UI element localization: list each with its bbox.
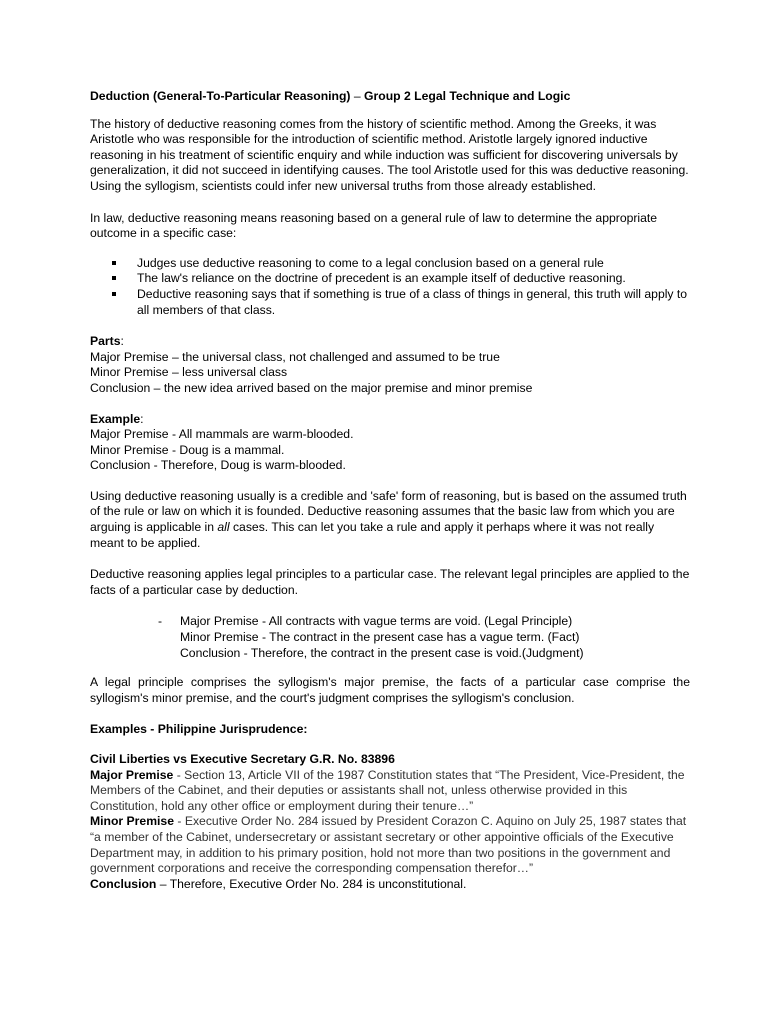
title-dash: – xyxy=(350,89,365,103)
history-paragraph: The history of deductive reasoning comes from the history of scientific method. Among the Greeks, it was Aristotle who was responsible for the introduction of scientific method. Aristotle largely ignored inductive reasoning in his treatment of scientific enquiry and while induction was sufficient for discovering universals by generalization, it did not succeed in identifying causes. The tool Aristotle used for this was deductive reasoning. Using the syllogism, scientists could infer new universal truths from those already established. xyxy=(90,116,689,193)
bullet-list xyxy=(110,256,690,318)
bullet-item: Judges use deductive reasoning to come to a legal conclusion based on a general rule xyxy=(110,256,690,272)
bullet-item: Deductive reasoning says that if something is true of a class of things in general, this truth will apply to all members of that class. xyxy=(110,287,690,318)
title-prefix: Deduction (General-To-Particular Reasoning) xyxy=(90,89,351,103)
emphasis-all: all xyxy=(217,520,230,535)
parts-line: Conclusion – the new idea arrived based on the major premise and minor premise xyxy=(90,380,533,395)
case-minor-premise: Minor Premise - Executive Order No. 284 issued by President Corazon C. Aquino on July 25, 1987 states that “a member of the Cabinet, undersecretary or assistant secretary or other appointive officials of the Executive Department may, in addition to his primary position, hold not more than two positions in the government and government corporations and receive the corresponding compensation therefor…” xyxy=(90,814,687,876)
document-title xyxy=(90,89,690,105)
example-line: Major Premise - All mammals are warm-blooded. xyxy=(90,427,354,442)
principles-paragraph: Deductive reasoning applies legal principles to a particular case. The relevant legal principles are applied to the facts of a particular case by deduction. xyxy=(90,567,690,597)
examples-heading: Examples - Philippine Jurisprudence: xyxy=(90,722,308,737)
bullet-item: The law's reliance on the doctrine of precedent is an example itself of deductive reasoning. xyxy=(110,271,690,287)
parts-line: Minor Premise – less universal class xyxy=(90,365,288,380)
case-conclusion: Conclusion – Therefore, Executive Order No. 284 is unconstitutional. xyxy=(90,876,467,891)
law-paragraph: In law, deductive reasoning means reasoning based on a general rule of law to determine the appropriate outcome in a specific case: xyxy=(90,210,658,241)
dash-line: Major Premise - All contracts with vague terms are void. (Legal Principle) xyxy=(180,614,573,629)
dash-marker: - xyxy=(158,614,163,629)
case-title: Civil Liberties vs Executive Secretary G.R. No. 83896 xyxy=(90,752,395,766)
dash-line: Conclusion - Therefore, the contract in the present case is void.(Judgment) xyxy=(180,645,584,660)
dash-list xyxy=(158,614,690,661)
example-line: Minor Premise - Doug is a mammal. xyxy=(90,442,285,457)
parts-section xyxy=(90,334,690,396)
example-line: Conclusion - Therefore, Doug is warm-blooded. xyxy=(90,458,346,473)
dash-line: Minor Premise - The contract in the present case has a vague term. (Fact) xyxy=(180,630,580,645)
safe-form-paragraph: Using deductive reasoning usually is a credible and 'safe' form of reasoning, but is based on the assumed truth of the rule or law on which it is founded. Deductive reasoning assumes that the basic law from which you are arguing is applicable in all cases. This can let you take a rule and apply it perhaps where it was not really meant to be applied. xyxy=(90,488,687,550)
parts-line: Major Premise – the universal class, not challenged and assumed to be true xyxy=(90,349,500,364)
parts-heading: Parts: xyxy=(90,334,124,349)
example-heading: Example: xyxy=(90,411,144,426)
example-section xyxy=(90,412,690,474)
title-suffix: Group 2 Legal Technique and Logic xyxy=(364,89,571,103)
document-page xyxy=(90,89,690,892)
syllogism-paragraph: A legal principle comprises the syllogism's major premise, the facts of a particular case comprise the syllogism's minor premise, and the court's judgment comprises the syllogism's conclusion. xyxy=(90,675,690,705)
case-block xyxy=(90,752,690,892)
case-major-premise: Major Premise - Section 13, Article VII of the 1987 Constitution states that “The President, Vice-President, the Members of the Cabinet, and their deputies or assistants shall not, unless otherwise provided in this Constitution, hold any other office or employment during their tenure…” xyxy=(90,767,685,813)
